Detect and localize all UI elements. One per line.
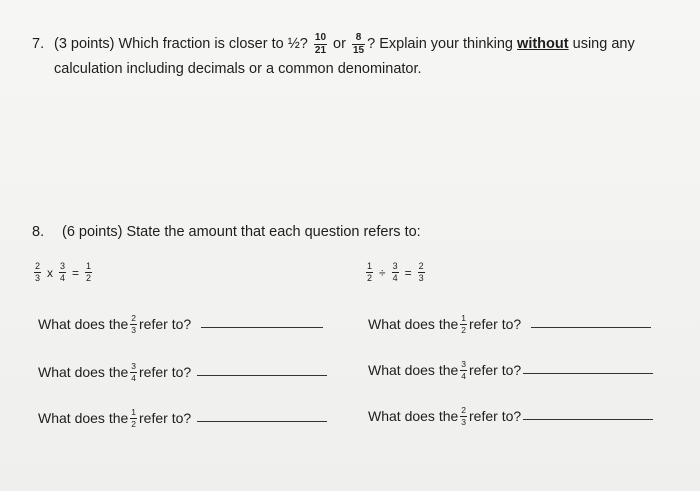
question-prefix: What does the: [38, 316, 129, 332]
question-fraction: $\frac{3}{4}$: [461, 359, 467, 381]
fraction-10-21: $\frac{10}{21}$: [314, 31, 327, 56]
question-prefix: What does the: [368, 408, 459, 424]
fraction-8-15: $\frac{8}{15}$: [352, 31, 365, 56]
answer-blank[interactable]: [531, 326, 651, 328]
question-suffix: refer to?: [139, 410, 192, 426]
or-word: or: [333, 36, 346, 52]
question-7-number: 7.: [32, 36, 45, 52]
eq-right-frac-a: $\frac{1}{2}$: [367, 261, 373, 283]
question-fraction: $\frac{2}{3}$: [461, 405, 467, 427]
answer-blank[interactable]: [197, 374, 327, 376]
question-suffix: refer to?: [139, 316, 192, 332]
question-prefix: What does the: [38, 410, 129, 426]
question-7: [32, 32, 692, 82]
answer-blank[interactable]: [523, 372, 653, 374]
question-fraction: $\frac{3}{4}$: [131, 361, 137, 383]
equals-sign: =: [404, 265, 412, 280]
divide-sign: ÷: [379, 265, 386, 280]
question-7-part2: ? Explain your thinking: [367, 36, 514, 52]
question-suffix: refer to?: [469, 316, 522, 332]
question-fraction: $\frac{1}{2}$: [131, 407, 137, 429]
question-7-part1: (3 points) Which fraction is closer to ½?: [54, 36, 308, 52]
question-suffix: refer to?: [139, 364, 192, 380]
eq-right-frac-c: $\frac{2}{3}$: [418, 261, 424, 283]
question-line: [38, 314, 323, 334]
multiply-sign: x: [47, 265, 54, 280]
question-8-heading: [32, 224, 421, 240]
answer-blank[interactable]: [201, 326, 323, 328]
equation-divide: [364, 262, 427, 283]
question-line: [368, 314, 651, 334]
eq-left-frac-c: $\frac{1}{2}$: [86, 261, 92, 283]
question-prefix: What does the: [368, 362, 459, 378]
equals-sign: =: [72, 265, 80, 280]
answer-blank[interactable]: [523, 418, 653, 420]
question-line: [38, 362, 327, 382]
question-line: [368, 360, 653, 380]
eq-right-frac-b: $\frac{3}{4}$: [392, 261, 398, 283]
question-suffix: refer to?: [469, 408, 522, 424]
without-emphasis: without: [517, 36, 569, 52]
question-suffix: refer to?: [469, 362, 522, 378]
question-7-line2: calculation including decimals or a common denominator.: [54, 61, 422, 77]
question-fraction: $\frac{1}{2}$: [461, 313, 467, 335]
eq-left-frac-b: $\frac{3}{4}$: [60, 261, 66, 283]
eq-left-frac-a: $\frac{2}{3}$: [35, 261, 41, 283]
question-7-part3: using any: [572, 36, 635, 52]
answer-blank[interactable]: [197, 420, 327, 422]
question-line: [38, 408, 327, 428]
question-7-line1: [32, 32, 692, 57]
question-line: [368, 406, 653, 426]
question-8-number: 8.: [32, 224, 45, 240]
question-prefix: What does the: [38, 364, 129, 380]
question-8-text: (6 points) State the amount that each question refers to:: [62, 224, 421, 240]
question-fraction: $\frac{2}{3}$: [131, 313, 137, 335]
equation-multiply: [32, 262, 94, 283]
question-prefix: What does the: [368, 316, 459, 332]
